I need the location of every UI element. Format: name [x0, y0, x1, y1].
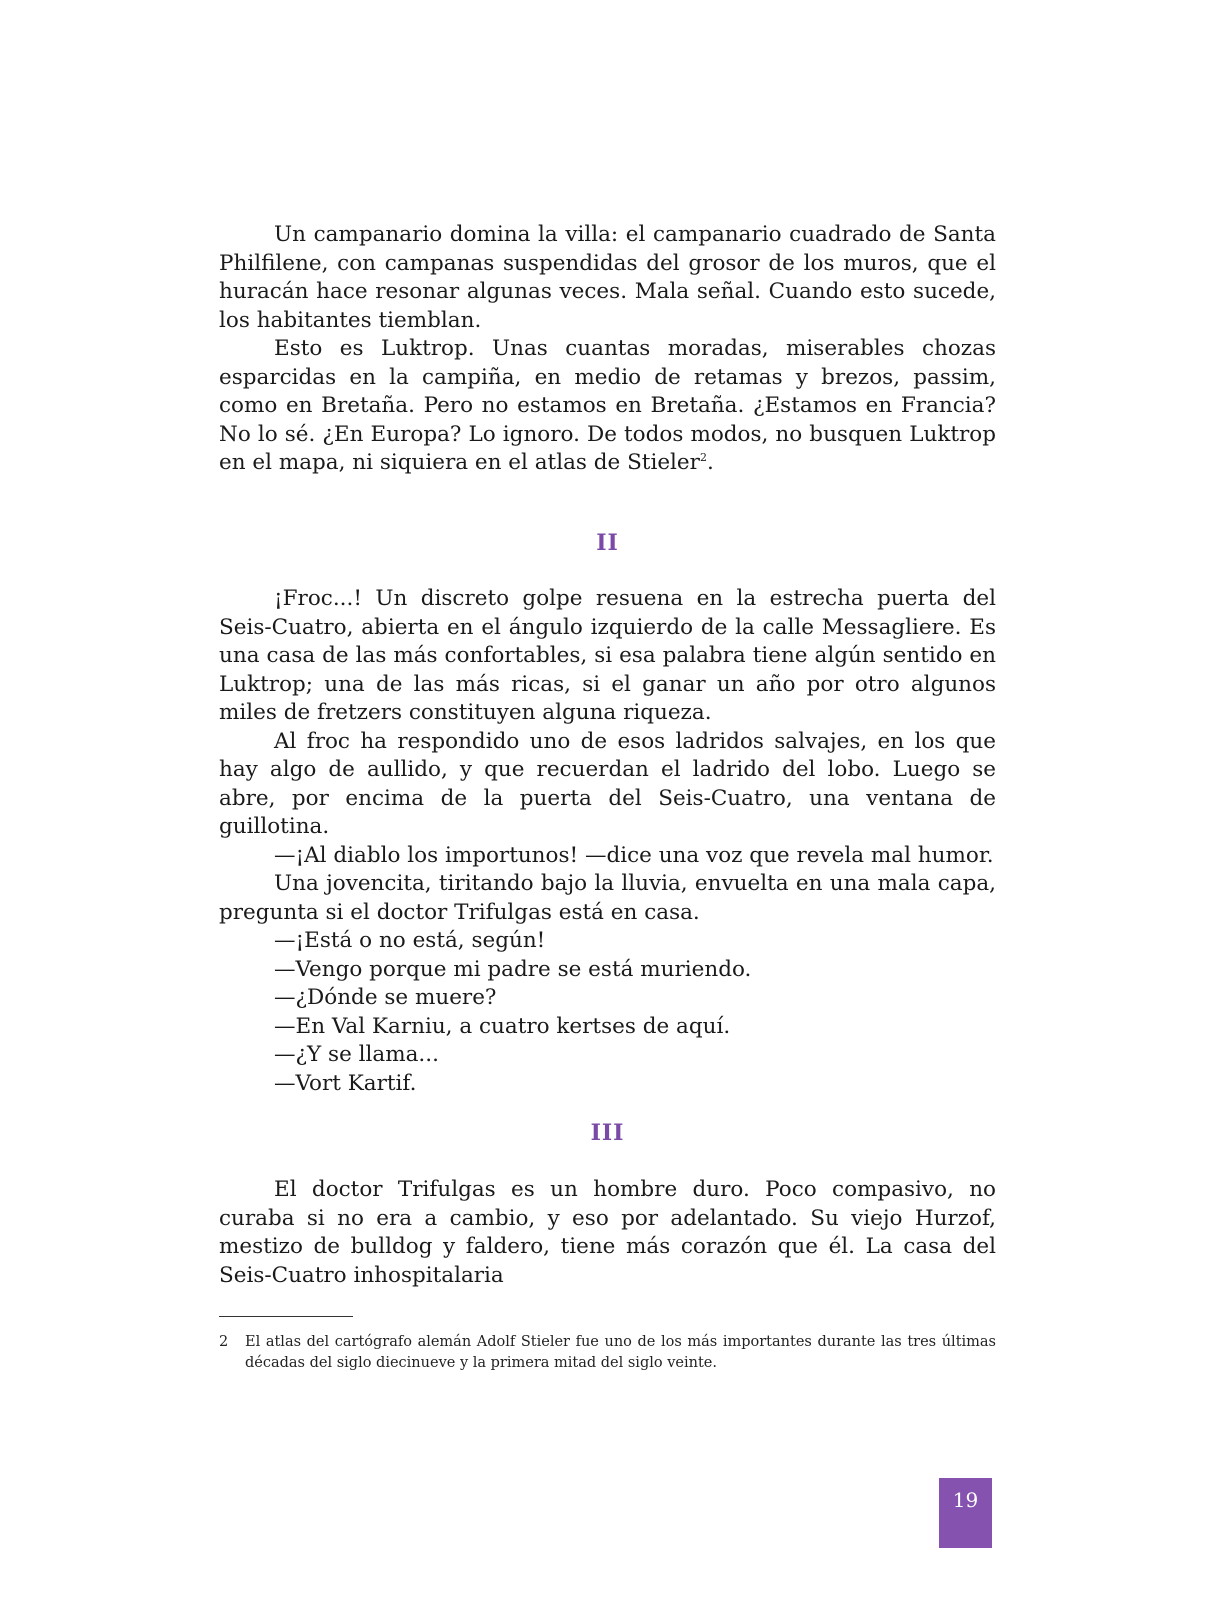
dialogue-line: —¡Está o no está, según! — [274, 928, 546, 953]
dialogue-line: —¿Y se llama... — [274, 1042, 439, 1067]
section-1-body — [219, 221, 996, 478]
section-heading-ii: II — [596, 530, 619, 556]
dialogue-line: —Vort Kartif. — [274, 1070, 417, 1096]
paragraph: ¡Froc...! Un discreto golpe resuena en la estrecha puerta del Seis-Cuatro, abierta en el ángulo izquierdo de la calle Messagliere. Es una casa de las más confortables, si esa palabra tiene algún sentido en Luktrop; una de las más ricas, si el ganar un año por otro algunos miles de fretzers constituyen alguna riqueza. — [219, 586, 996, 725]
paragraph: Un campanario domina la villa: el campanario cuadrado de Santa Philfilene, con campanas suspendidas del grosor de los muros, que el huracán hace resonar algunas veces. Mala señal. Cuando esto sucede, los habitantes tiemblan. — [219, 222, 996, 333]
footnote-reference[interactable]: 2 — [699, 450, 707, 464]
paragraph: Una jovencita, tiritando bajo la lluvia, envuelta en una mala capa, pregunta si el doctor Trifulgas está en casa. — [219, 871, 996, 925]
page-number-badge — [939, 1478, 992, 1548]
dialogue-line: —En Val Karniu, a cuatro kertses de aquí. — [274, 1013, 731, 1039]
paragraph: El doctor Trifulgas es un hombre duro. Poco compasivo, no curaba si no era a cambio, y eso por adelantado. Su viejo Hurzof, mestizo de bulldog y faldero, tiene más corazón que él. La casa del Seis-Cuatro inhospitalaria — [219, 1177, 996, 1288]
footnote-text: El atlas del cartógrafo alemán Adolf Stieler fue uno de los más importantes durante las tres últimas décadas del siglo diecinueve y la primera mitad del siglo veinte. — [245, 1334, 996, 1371]
paragraph-text: Esto es Luktrop. Unas cuantas moradas, miserables chozas esparcidas en la campiña, en medio de retamas y brezos, passim, como en Bretaña. Pero no estamos en Bretaña. ¿Estamos en Francia? No lo sé. ¿En Europa? Lo ignoro. De todos modos, no busquen Luktrop en el mapa, ni siquiera en el atlas de Stieler — [219, 336, 996, 475]
dialogue-line: —¡Al diablo los importunos! —dice una voz que revela mal humor. — [274, 842, 994, 868]
dialogue-line: —¿Dónde se muere? — [274, 985, 497, 1010]
section-heading-iii: III — [590, 1120, 625, 1146]
paragraph-with-footnote — [219, 335, 996, 478]
page-number: 19 — [952, 1488, 979, 1512]
paragraph: Al froc ha respondido uno de esos ladridos salvajes, en los que hay algo de aullido, y que recuerdan el ladrido del lobo. Luego se abre, por encima de la puerta del Seis-Cuatro, una ventana de guillotina. — [219, 728, 996, 839]
footnote — [219, 1332, 996, 1374]
section-3-body — [219, 1176, 996, 1290]
footnote-number: 2 — [219, 1334, 229, 1350]
paragraph-end-punct: . — [706, 450, 714, 475]
footnote-divider — [219, 1316, 353, 1317]
section-2-body — [219, 585, 996, 1098]
dialogue-line: —Vengo porque mi padre se está muriendo. — [274, 956, 752, 982]
